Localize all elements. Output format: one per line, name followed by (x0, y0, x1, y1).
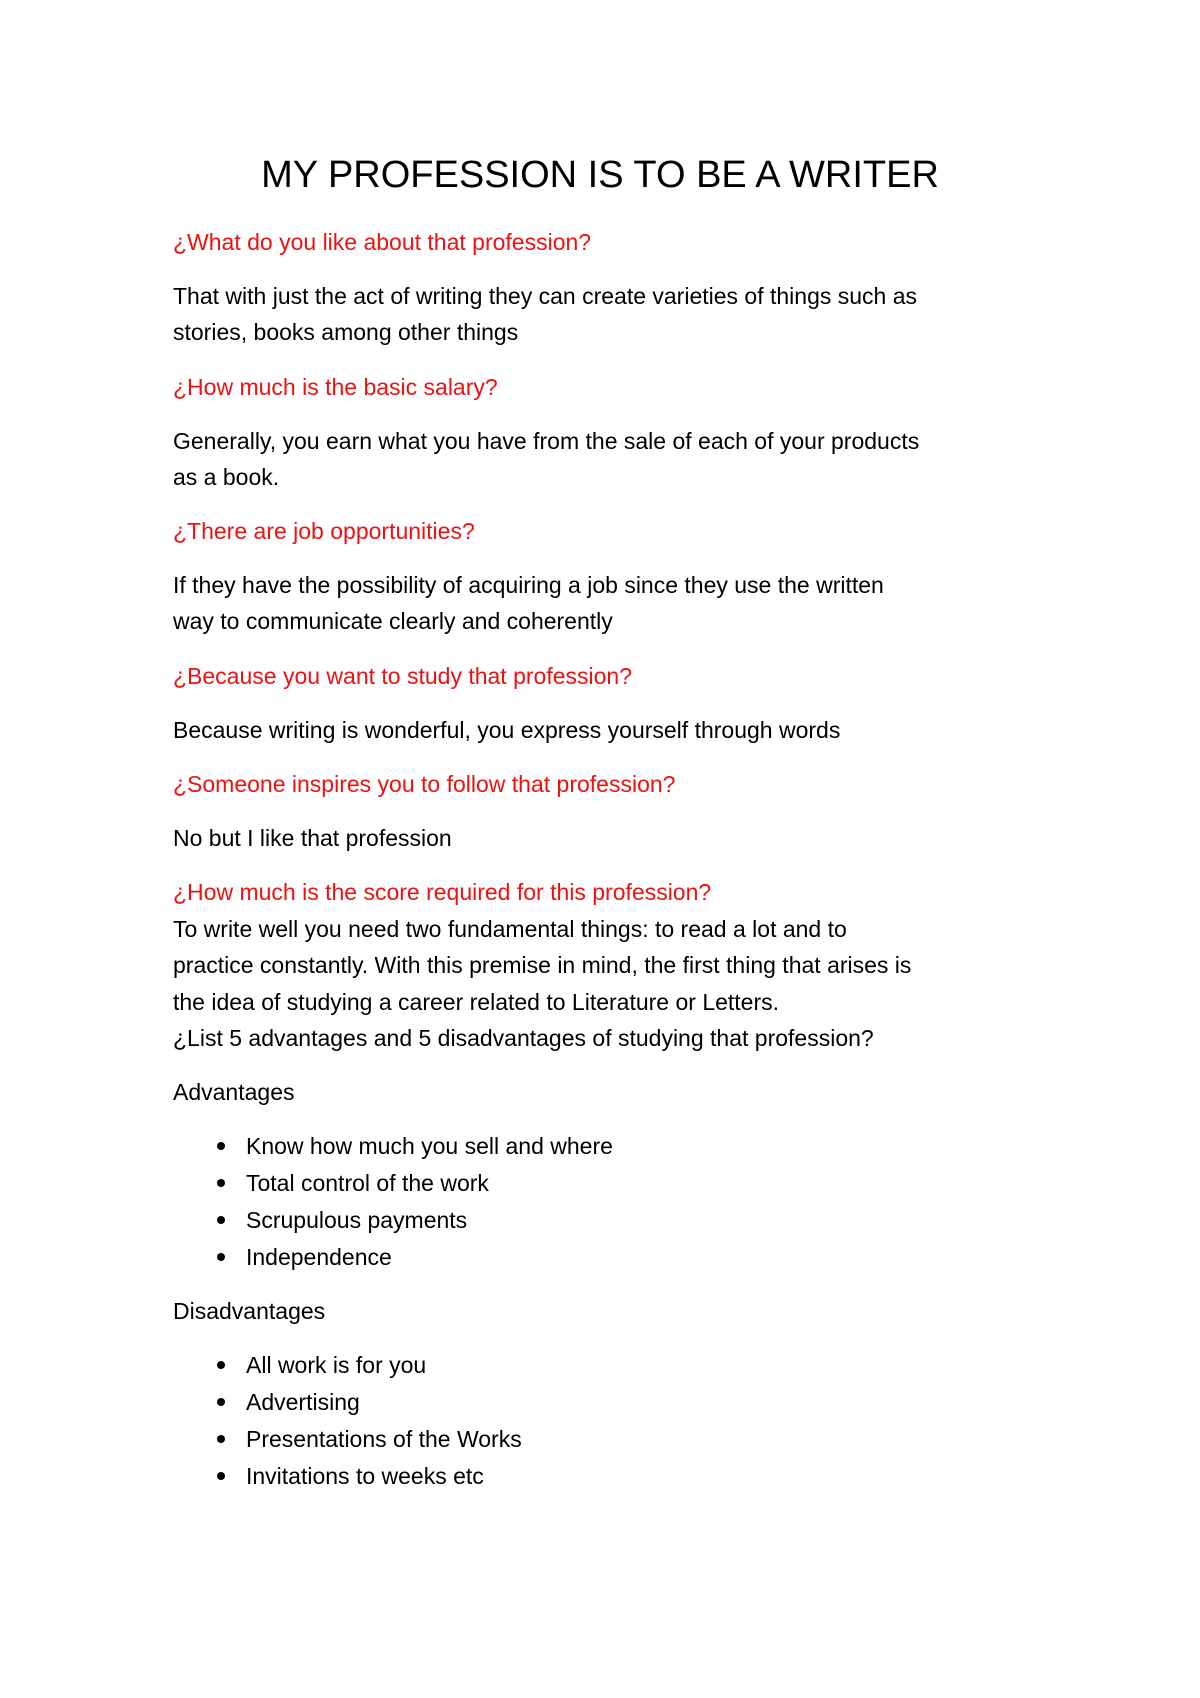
answer-3-line-1: If they have the possibility of acquiring a job since they use the written (173, 572, 884, 598)
answer-2-line-1: Generally, you earn what you have from the sale of each of your products (173, 428, 920, 454)
bullet-icon (217, 1361, 225, 1369)
bullet-icon (217, 1179, 225, 1187)
question-2: ¿How much is the basic salary? (173, 374, 498, 400)
bullet-icon (217, 1398, 225, 1406)
advantages-heading: Advantages (173, 1079, 295, 1105)
answer-5-line-1: No but I like that profession (173, 825, 452, 851)
disadvantage-item-text: All work is for you (246, 1352, 427, 1378)
bullet-icon (217, 1142, 225, 1150)
question-5: ¿Someone inspires you to follow that profession? (173, 771, 676, 797)
disadvantage-item-text: Invitations to weeks etc (246, 1463, 484, 1489)
answer-3-line-2: way to communicate clearly and coherently (173, 608, 613, 634)
question-4: ¿Because you want to study that profession? (173, 663, 632, 689)
answer-6-line-3: the idea of studying a career related to Literature or Letters. (173, 989, 780, 1015)
advantage-item-text: Know how much you sell and where (246, 1133, 613, 1159)
bullet-icon (217, 1435, 225, 1443)
disadvantage-item-text: Presentations of the Works (246, 1426, 522, 1452)
question-6: ¿How much is the score required for this profession? (173, 879, 712, 905)
answer-6-line-2: practice constantly. With this premise in mind, the first thing that arises is (173, 952, 912, 978)
bullet-icon (217, 1472, 225, 1480)
bullet-icon (217, 1216, 225, 1224)
answer-6-line-1: To write well you need two fundamental things: to read a lot and to (173, 916, 847, 942)
question-1: ¿What do you like about that profession? (173, 229, 592, 255)
disadvantages-heading: Disadvantages (173, 1298, 326, 1324)
bullet-icon (217, 1253, 225, 1261)
answer-1-line-2: stories, books among other things (173, 319, 519, 345)
advantage-item-text: Independence (246, 1244, 392, 1270)
advantage-item-text: Scrupulous payments (246, 1207, 468, 1233)
question-3: ¿There are job opportunities? (173, 518, 475, 544)
document-title: MY PROFESSION IS TO BE A WRITER (261, 154, 939, 196)
answer-2-line-2: as a book. (173, 464, 280, 490)
advantage-item-text: Total control of the work (246, 1170, 489, 1196)
answer-4-line-1: Because writing is wonderful, you express yourself through words (173, 717, 841, 743)
answer-1-line-1: That with just the act of writing they can create varieties of things such as (173, 283, 918, 309)
list-question: ¿List 5 advantages and 5 disadvantages of studying that profession? (173, 1025, 874, 1051)
disadvantage-item-text: Advertising (246, 1389, 360, 1415)
